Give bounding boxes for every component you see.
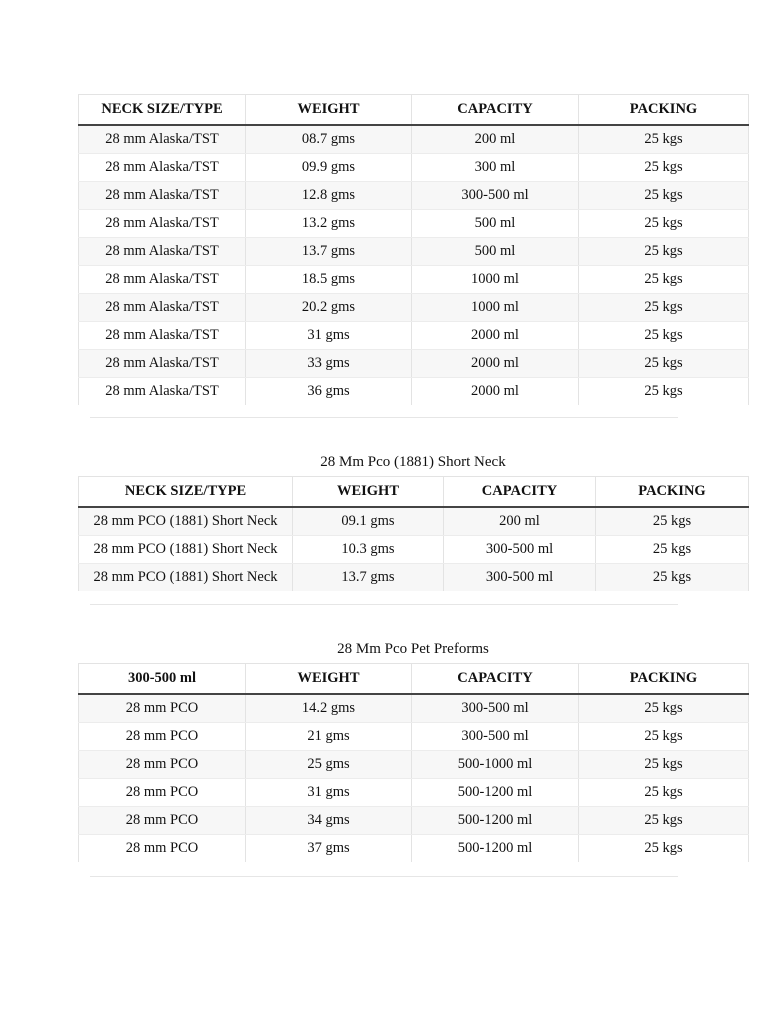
table-cell: 28 mm Alaska/TST (79, 125, 246, 154)
table-cell: 2000 ml (412, 350, 579, 378)
table-cell: 25 kgs (579, 835, 749, 863)
table-body (79, 125, 749, 405)
table-row (79, 238, 749, 266)
column-header: 300-500 ml (79, 664, 246, 695)
table-row (79, 779, 749, 807)
table-header (79, 95, 749, 126)
table-cell: 500-1200 ml (412, 779, 579, 807)
table-cell: 09.9 gms (246, 154, 412, 182)
column-header: PACKING (596, 477, 749, 508)
table-cell: 13.7 gms (246, 238, 412, 266)
table-cell: 25 kgs (579, 266, 749, 294)
table-cell: 20.2 gms (246, 294, 412, 322)
table-cell: 25 kgs (596, 564, 749, 592)
table-row (79, 182, 749, 210)
table-cell: 500 ml (412, 210, 579, 238)
table-row (79, 751, 749, 779)
table-cell: 25 kgs (579, 751, 749, 779)
table-cell: 25 kgs (579, 350, 749, 378)
header-row (79, 664, 749, 695)
table-row (79, 294, 749, 322)
table-caption: 28 Mm Pco (1881) Short Neck (320, 454, 506, 470)
table-body (79, 507, 749, 591)
header-row (79, 95, 749, 126)
table-cell: 500 ml (412, 238, 579, 266)
pco-pet-preforms-table (78, 663, 749, 862)
table-section-pco-1881 (78, 450, 748, 591)
table-cell: 28 mm Alaska/TST (79, 294, 246, 322)
table-cell: 31 gms (246, 322, 412, 350)
table-cell: 14.2 gms (246, 694, 412, 723)
table-cell: 28 mm Alaska/TST (79, 350, 246, 378)
table-cell: 25 kgs (579, 154, 749, 182)
table-cell: 1000 ml (412, 266, 579, 294)
table-cell: 31 gms (246, 779, 412, 807)
section-divider (90, 604, 678, 605)
table-cell: 25 kgs (579, 807, 749, 835)
table-cell: 300-500 ml (444, 564, 596, 592)
table-cell: 28 mm Alaska/TST (79, 182, 246, 210)
pco-1881-short-neck-table (78, 476, 749, 591)
column-header: WEIGHT (293, 477, 444, 508)
table-cell: 13.7 gms (293, 564, 444, 592)
table-cell: 28 mm Alaska/TST (79, 238, 246, 266)
table-body (79, 694, 749, 862)
table-cell: 28 mm PCO (1881) Short Neck (79, 536, 293, 564)
table-cell: 25 kgs (579, 238, 749, 266)
table-cell: 300-500 ml (412, 694, 579, 723)
table-cell: 28 mm PCO (1881) Short Neck (79, 564, 293, 592)
table-cell: 28 mm PCO (1881) Short Neck (79, 507, 293, 536)
table-section-pco-pet-preforms (78, 637, 748, 862)
table-cell: 500-1200 ml (412, 807, 579, 835)
table-row (79, 378, 749, 406)
section-divider (90, 876, 678, 877)
table-row (79, 210, 749, 238)
table-row (79, 807, 749, 835)
table-cell: 25 kgs (579, 322, 749, 350)
table-cell: 36 gms (246, 378, 412, 406)
column-header: PACKING (579, 664, 749, 695)
table-cell: 08.7 gms (246, 125, 412, 154)
table-cell: 28 mm Alaska/TST (79, 378, 246, 406)
table-cell: 28 mm Alaska/TST (79, 322, 246, 350)
table-cell: 09.1 gms (293, 507, 444, 536)
table-header (79, 664, 749, 695)
column-header: CAPACITY (412, 664, 579, 695)
table-cell: 37 gms (246, 835, 412, 863)
table-cell: 18.5 gms (246, 266, 412, 294)
table-cell: 200 ml (412, 125, 579, 154)
table-row (79, 507, 749, 536)
table-row (79, 723, 749, 751)
table-cell: 28 mm Alaska/TST (79, 210, 246, 238)
table-row (79, 564, 749, 592)
table-cell: 13.2 gms (246, 210, 412, 238)
table-cell: 25 kgs (579, 182, 749, 210)
table-cell: 28 mm Alaska/TST (79, 154, 246, 182)
table-cell: 34 gms (246, 807, 412, 835)
table-row (79, 125, 749, 154)
table-cell: 300 ml (412, 154, 579, 182)
table-cell: 300-500 ml (444, 536, 596, 564)
table-row (79, 266, 749, 294)
table-caption: 28 Mm Pco Pet Preforms (337, 641, 489, 657)
table-row (79, 154, 749, 182)
table-section-alaska (78, 94, 748, 405)
table-cell: 300-500 ml (412, 723, 579, 751)
table-cell: 25 kgs (579, 294, 749, 322)
table-row (79, 694, 749, 723)
column-header: CAPACITY (444, 477, 596, 508)
table-cell: 28 mm PCO (79, 694, 246, 723)
column-header: PACKING (579, 95, 749, 126)
table-row (79, 835, 749, 863)
table-cell: 28 mm PCO (79, 807, 246, 835)
table-row (79, 322, 749, 350)
table-row (79, 536, 749, 564)
table-cell: 25 kgs (579, 694, 749, 723)
table-cell: 25 kgs (579, 723, 749, 751)
table-cell: 12.8 gms (246, 182, 412, 210)
table-cell: 2000 ml (412, 378, 579, 406)
table-cell: 10.3 gms (293, 536, 444, 564)
column-header: CAPACITY (412, 95, 579, 126)
table-cell: 25 kgs (596, 536, 749, 564)
column-header: NECK SIZE/TYPE (79, 477, 293, 508)
table-cell: 2000 ml (412, 322, 579, 350)
table-cell: 25 kgs (579, 125, 749, 154)
table-cell: 25 kgs (596, 507, 749, 536)
table-cell: 21 gms (246, 723, 412, 751)
table-cell: 28 mm PCO (79, 751, 246, 779)
table-cell: 200 ml (444, 507, 596, 536)
table-header (79, 477, 749, 508)
table-cell: 25 gms (246, 751, 412, 779)
table-cell: 25 kgs (579, 378, 749, 406)
section-divider (90, 417, 678, 418)
table-cell: 28 mm PCO (79, 723, 246, 751)
table-cell: 28 mm PCO (79, 779, 246, 807)
header-row (79, 477, 749, 508)
table-cell: 25 kgs (579, 210, 749, 238)
table-cell: 28 mm Alaska/TST (79, 266, 246, 294)
table-cell: 1000 ml (412, 294, 579, 322)
table-row (79, 350, 749, 378)
column-header: WEIGHT (246, 664, 412, 695)
column-header: WEIGHT (246, 95, 412, 126)
table-cell: 500-1000 ml (412, 751, 579, 779)
alaska-tst-table (78, 94, 749, 405)
table-cell: 300-500 ml (412, 182, 579, 210)
table-cell: 25 kgs (579, 779, 749, 807)
table-cell: 500-1200 ml (412, 835, 579, 863)
table-cell: 28 mm PCO (79, 835, 246, 863)
table-cell: 33 gms (246, 350, 412, 378)
column-header: NECK SIZE/TYPE (79, 95, 246, 126)
